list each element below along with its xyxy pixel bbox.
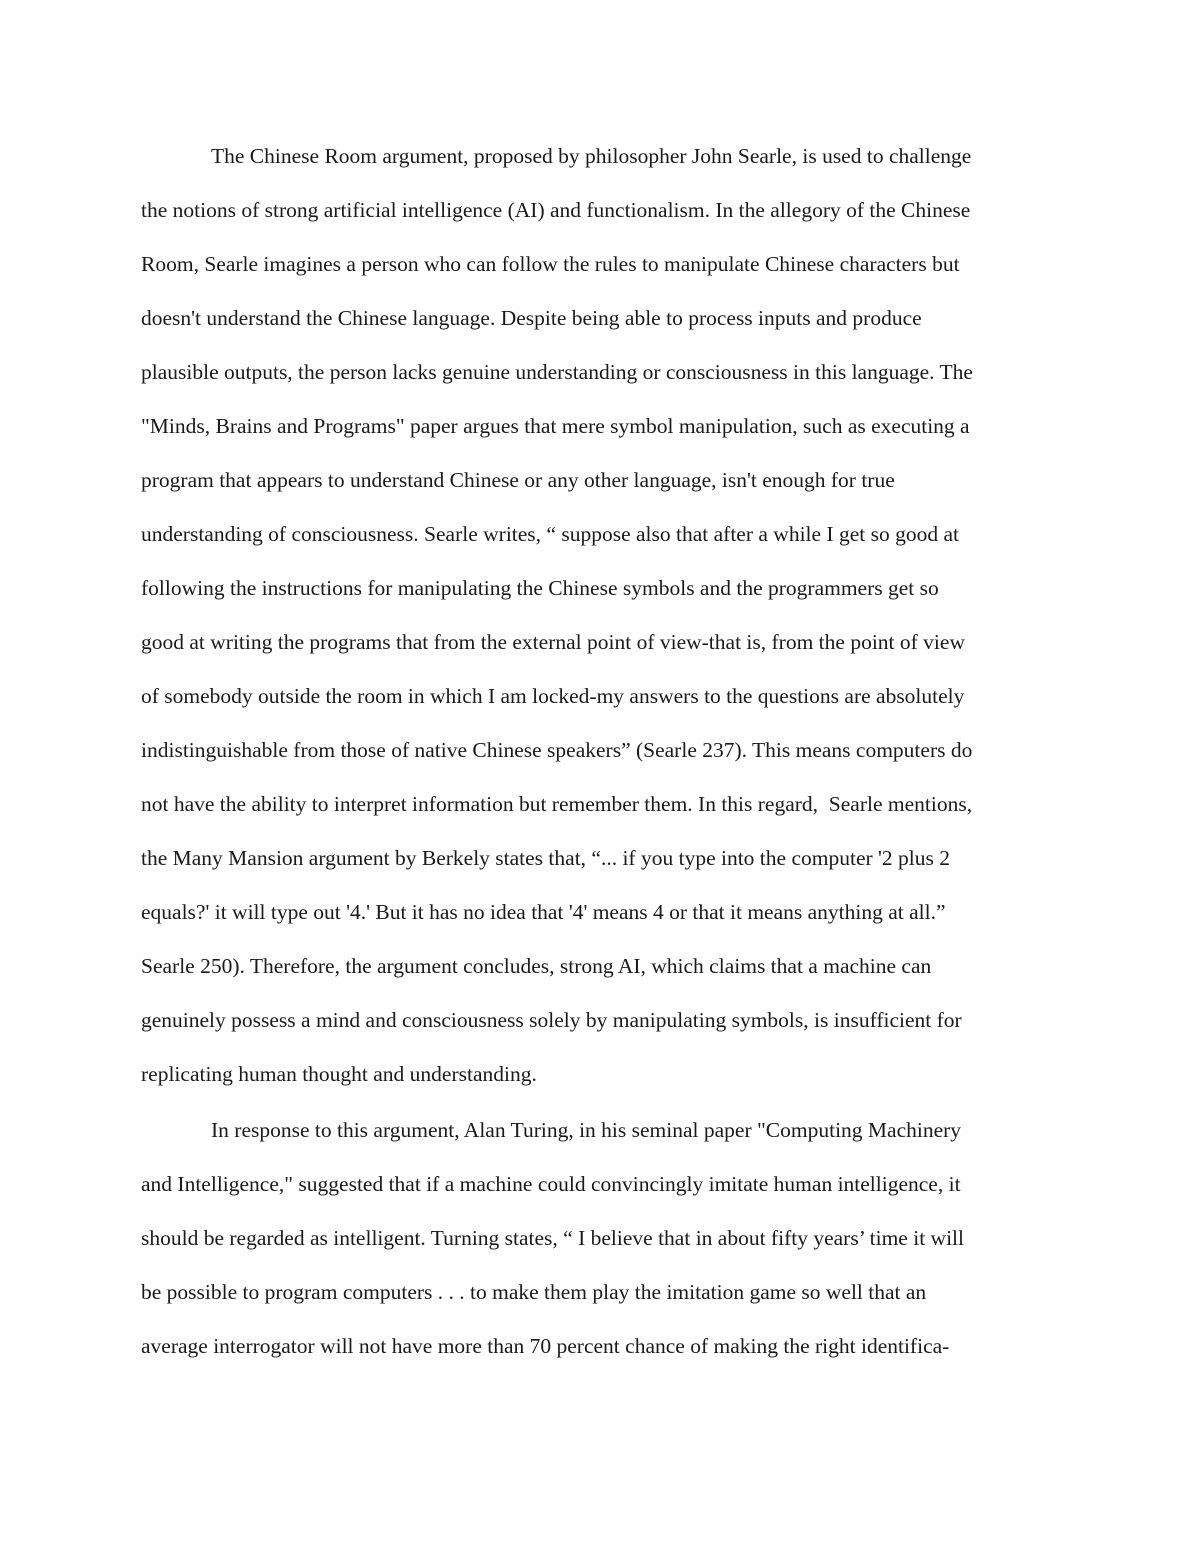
paragraph-2-line-5: average interrogator will not have more than 70 percent chance of making the right identifica- [141,1334,950,1358]
paragraph-1-line-7: program that appears to understand Chinese or any other language, isn't enough for true [141,468,895,492]
paragraph-2-line-2: and Intelligence," suggested that if a machine could convincingly imitate human intelligence, it [141,1172,961,1196]
paragraph-1-line-1: The Chinese Room argument, proposed by philosopher John Searle, is used to challenge [211,144,972,168]
paragraph-2-line-3: should be regarded as intelligent. Turning states, “ I believe that in about fifty years’ time it will [141,1226,964,1250]
paragraph-1-line-11: of somebody outside the room in which I am locked-my answers to the questions are absolutely [141,684,965,708]
paragraph-1-line-8: understanding of consciousness. Searle writes, “ suppose also that after a while I get so good at [141,522,959,546]
paragraph-1-line-2: the notions of strong artificial intelligence (AI) and functionalism. In the allegory of the Chinese [141,198,971,222]
paragraph-1-line-13: not have the ability to interpret information but remember them. In this regard, Searle mentions, [141,792,973,816]
paragraph-2-line-4: be possible to program computers . . . to make them play the imitation game so well that an [141,1280,927,1304]
paragraph-1-line-18: replicating human thought and understanding. [141,1062,537,1086]
paragraph-1-line-6: "Minds, Brains and Programs" paper argues that mere symbol manipulation, such as executing a [141,414,970,438]
paragraph-1-line-10: good at writing the programs that from the external point of view-that is, from the point of view [141,630,965,654]
paragraph-2-line-1: In response to this argument, Alan Turing, in his seminal paper "Computing Machinery [211,1118,962,1142]
paragraph-1-line-3: Room, Searle imagines a person who can follow the rules to manipulate Chinese characters but [141,252,960,276]
paragraph-1-line-5: plausible outputs, the person lacks genuine understanding or consciousness in this language. The [141,360,973,384]
paragraph-1-line-16: Searle 250). Therefore, the argument concludes, strong AI, which claims that a machine can [141,954,932,978]
paragraph-1-line-14: the Many Mansion argument by Berkely states that, “... if you type into the computer '2 plus 2 [141,846,950,870]
paragraph-1-line-4: doesn't understand the Chinese language. Despite being able to process inputs and produce [141,306,922,330]
paragraph-1-line-12: indistinguishable from those of native Chinese speakers” (Searle 237). This means computers do [141,738,973,762]
paragraph-1-line-9: following the instructions for manipulating the Chinese symbols and the programmers get so [141,576,939,600]
paragraph-1-line-17: genuinely possess a mind and consciousness solely by manipulating symbols, is insufficient for [141,1008,962,1032]
paragraph-1-line-15: equals?' it will type out '4.' But it has no idea that '4' means 4 or that it means anything at all.” [141,900,946,924]
